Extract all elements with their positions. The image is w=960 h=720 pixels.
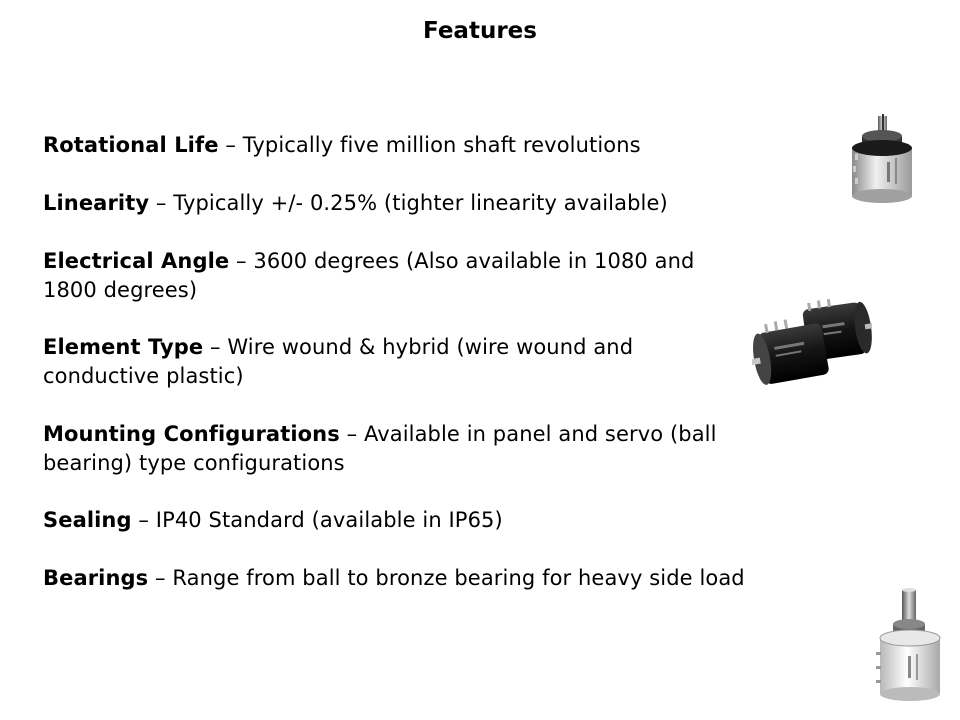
feature-term: Linearity — [43, 191, 150, 215]
feature-term: Mounting Configurations — [43, 422, 340, 446]
feature-description: – Typically five million shaft revolutions — [218, 133, 641, 157]
feature-term: Electrical Angle — [43, 249, 230, 273]
feature-description-cont: bearing) type configurations — [43, 451, 345, 475]
potentiometer-photo-pair — [752, 296, 872, 406]
feature-description-cont: 1800 degrees) — [43, 278, 198, 302]
feature-description: – IP40 Standard (available in IP65) — [131, 508, 503, 532]
feature-description-cont: conductive plastic) — [43, 364, 244, 388]
potentiometer-photo-white — [868, 586, 948, 706]
feature-description: – Wire wound & hybrid (wire wound and — [203, 335, 634, 359]
feature-term: Rotational Life — [43, 133, 219, 157]
feature-mounting-configurations — [43, 420, 717, 478]
potentiometer-photo-small — [835, 110, 925, 210]
feature-term: Sealing — [43, 508, 132, 532]
feature-description: – Typically +/- 0.25% (tighter linearity available) — [149, 191, 668, 215]
feature-electrical-angle — [43, 247, 694, 305]
feature-description: – Available in panel and servo (ball — [339, 422, 717, 446]
feature-element-type — [43, 333, 633, 391]
feature-term: Bearings — [43, 566, 149, 590]
feature-description: – Range from ball to bronze bearing for heavy side load — [148, 566, 745, 590]
feature-description: – 3600 degrees (Also available in 1080 and — [229, 249, 695, 273]
feature-rotational-life — [43, 131, 641, 160]
slide-title: Features — [423, 18, 537, 44]
feature-linearity — [43, 189, 668, 218]
feature-term: Element Type — [43, 335, 204, 359]
feature-bearings — [43, 564, 745, 593]
feature-sealing — [43, 506, 503, 535]
